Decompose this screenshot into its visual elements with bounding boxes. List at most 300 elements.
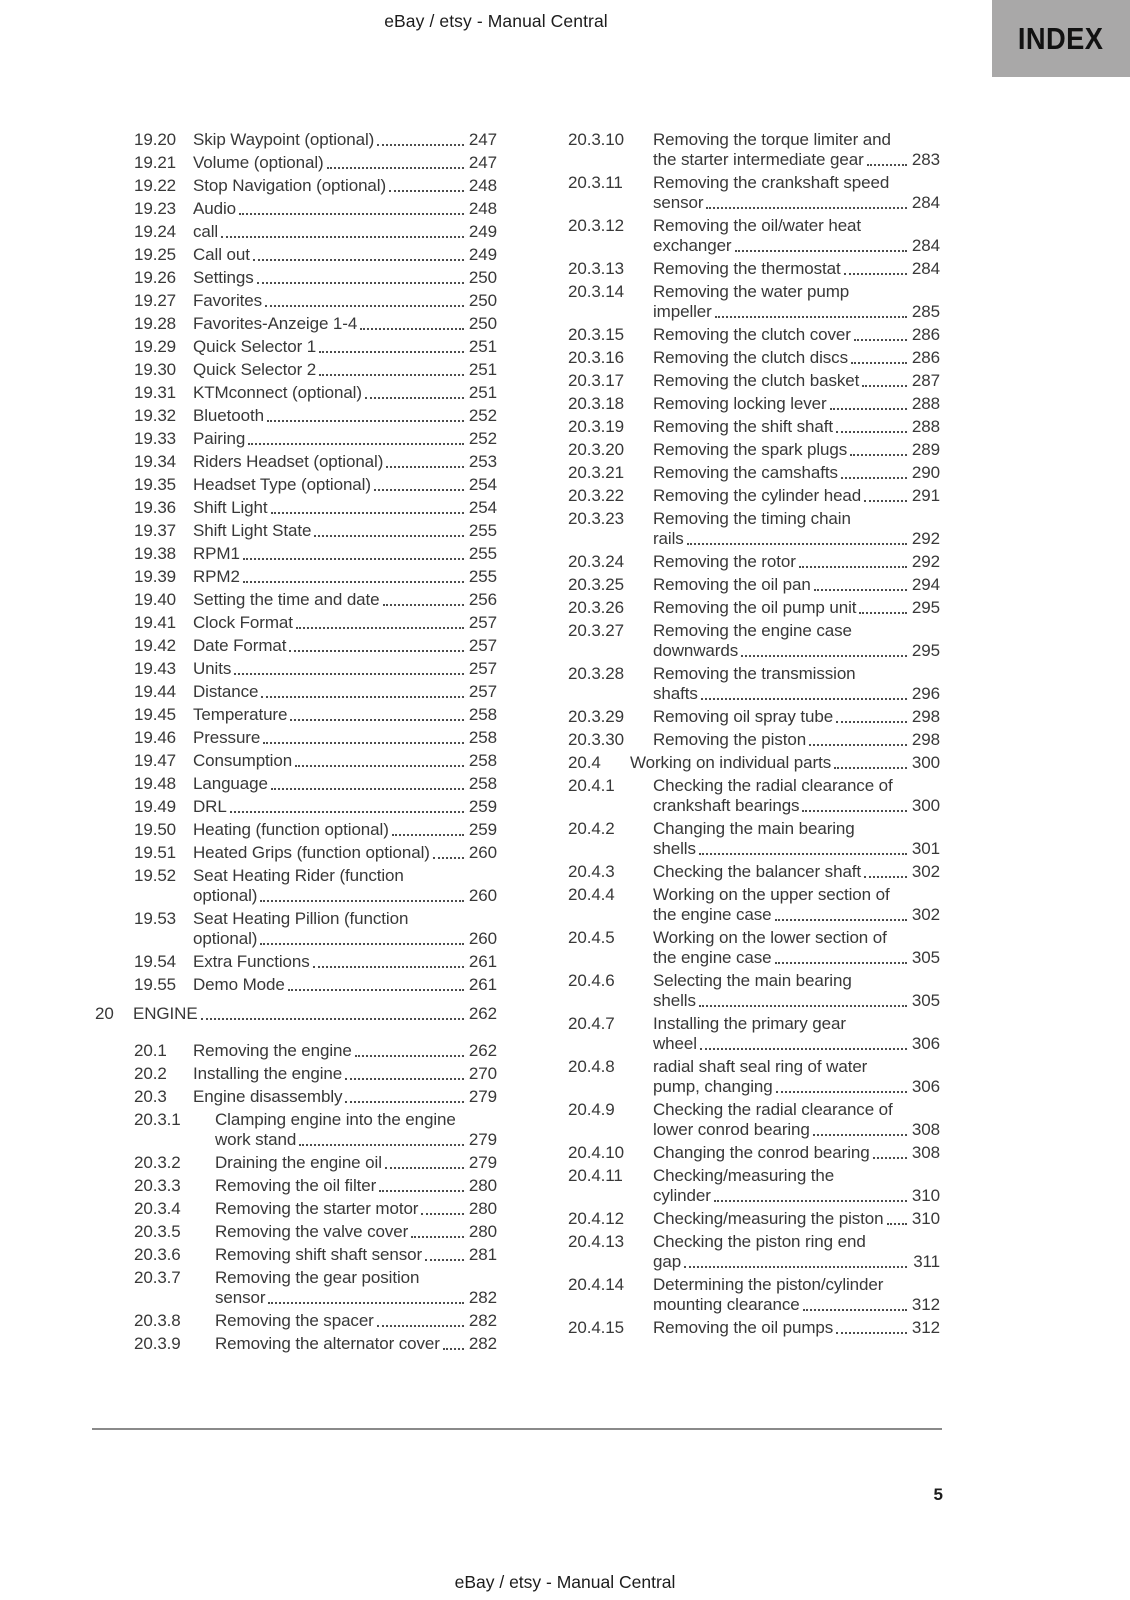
toc-entry-number: 19.48 [134, 774, 177, 793]
toc-entry-line [653, 1232, 940, 1252]
toc-entry-title: Removing the alternator cover [215, 1334, 440, 1353]
toc-entry-title: Determining the piston/cylinder [653, 1275, 884, 1294]
toc-entry-line [653, 991, 940, 1011]
dot-leader [257, 282, 464, 284]
toc-entry-body [193, 291, 497, 311]
toc-entry-line [193, 929, 497, 949]
toc-entry-page: 280 [468, 1176, 497, 1195]
toc-entry-body [193, 245, 497, 265]
toc-entry-line [193, 360, 497, 380]
dot-leader [230, 811, 464, 813]
toc-entry-page: 250 [468, 268, 497, 287]
toc-entry-number: 20.3.9 [134, 1334, 181, 1353]
toc-entry [568, 1014, 940, 1054]
toc-entry-line [193, 222, 497, 242]
toc-entry-title: Setting the time and date [193, 590, 380, 609]
toc-entry-number: 20.3.14 [568, 282, 625, 301]
header-title: eBay / etsy - Manual Central [384, 11, 608, 31]
dot-leader [776, 1091, 907, 1093]
toc-entry [568, 259, 940, 279]
toc-entry-body [653, 325, 940, 345]
toc-entry-title: the engine case [653, 905, 772, 924]
toc-entry-number: 20.4.13 [568, 1232, 625, 1251]
toc-entry-page: 286 [911, 348, 940, 367]
dot-leader [377, 144, 464, 146]
dot-leader [844, 273, 907, 275]
toc-entry-line [193, 797, 497, 817]
dot-leader [386, 466, 464, 468]
toc-entry-number: 19.29 [134, 337, 177, 356]
toc-entry-page: 247 [468, 130, 497, 149]
toc-entry [568, 173, 940, 213]
toc-entry [134, 498, 497, 518]
toc-entry-page: 311 [913, 1252, 940, 1271]
toc-entry-number: 19.22 [134, 176, 177, 195]
toc-entry-number: 20.3.8 [134, 1311, 181, 1330]
toc-entry-title: Removing the oil filter [215, 1176, 377, 1195]
toc-entry-title: pump, changing [653, 1077, 773, 1096]
dot-leader [327, 167, 464, 169]
toc-entry-number: 20.4.10 [568, 1143, 625, 1162]
toc-entry-body [215, 1311, 497, 1331]
dot-leader [425, 1259, 464, 1261]
toc-entry-title: shafts [653, 684, 698, 703]
toc-entry-page: 257 [468, 613, 497, 632]
toc-entry [134, 130, 497, 150]
toc-entry [134, 1311, 497, 1331]
toc-entry-page: 292 [911, 529, 940, 548]
dot-leader [873, 1157, 907, 1159]
toc-entry-body [653, 282, 940, 322]
toc-entry-line [653, 598, 940, 618]
toc-entry-title: Checking the radial clearance of [653, 1100, 893, 1119]
toc-entry-page: 260 [468, 886, 497, 905]
toc-entry-line [653, 971, 940, 991]
toc-entry-page: 255 [468, 567, 497, 586]
toc-entry-line [653, 1077, 940, 1097]
toc-entry-title: call [193, 222, 219, 241]
toc-entry-line [653, 885, 940, 905]
dot-leader [814, 589, 907, 591]
toc-entry-number: 20.3.22 [568, 486, 625, 505]
toc-entry-title: Removing the engine case [653, 621, 852, 640]
toc-entry-line [193, 452, 497, 472]
dot-leader [864, 500, 907, 502]
toc-entry-body [193, 452, 497, 472]
toc-entry-number: 19.52 [134, 866, 177, 885]
toc-entry-body [215, 1268, 497, 1308]
toc-entry-line [653, 575, 940, 595]
toc-entry-body [653, 862, 940, 882]
toc-entry-title: the starter intermediate gear [653, 150, 864, 169]
dot-leader [775, 962, 907, 964]
toc-entry-title: Removing shift shaft sensor [215, 1245, 423, 1264]
toc-entry-body [193, 797, 497, 817]
toc-entry-page: 257 [468, 682, 497, 701]
toc-entry-body [215, 1245, 497, 1265]
toc-entry-body [653, 1166, 940, 1206]
toc-entry-line [215, 1199, 497, 1219]
toc-entry-number: 20.4.4 [568, 885, 615, 904]
toc-entry-body [193, 1064, 497, 1084]
toc-entry-number: 19.55 [134, 975, 177, 994]
toc-entry-number: 20.3.11 [568, 173, 623, 192]
toc-entry-title: Removing the starter motor [215, 1199, 419, 1218]
toc-entry-line [193, 383, 497, 403]
toc-entry-body [193, 176, 497, 196]
toc-entry-page: 258 [468, 751, 497, 770]
toc-entry-line [193, 567, 497, 587]
toc-entry-page: 291 [911, 486, 940, 505]
toc-entry-title: exchanger [653, 236, 732, 255]
toc-entry [134, 429, 497, 449]
toc-entry-body [653, 598, 940, 618]
toc-entry-number: 20.4.12 [568, 1209, 625, 1228]
toc-entry-body [653, 1057, 940, 1097]
toc-entry-number: 19.35 [134, 475, 177, 494]
toc-entry-title: Removing the clutch basket [653, 371, 860, 390]
toc-entry [134, 268, 497, 288]
toc-entry-line [193, 820, 497, 840]
toc-entry-page: 312 [911, 1295, 940, 1314]
toc-entry-body [653, 417, 940, 437]
toc-entry [568, 1057, 940, 1097]
toc-entry-page: 306 [911, 1077, 940, 1096]
toc-entry-page: 260 [468, 843, 497, 862]
toc-entry-title: sensor [215, 1288, 266, 1307]
toc-entry [568, 1232, 940, 1272]
dot-leader [830, 408, 907, 410]
toc-entry-line [653, 236, 940, 256]
dot-leader [841, 477, 907, 479]
toc-entry-body [193, 909, 497, 949]
toc-entry-number: 19.30 [134, 360, 177, 379]
toc-entry-title: Distance [193, 682, 259, 701]
toc-entry-number: 19.34 [134, 452, 177, 471]
toc-entry-body [653, 971, 940, 1011]
toc-entry-body [653, 1209, 940, 1229]
toc-entry-title: Working on the upper section of [653, 885, 890, 904]
toc-entry-page: 255 [468, 521, 497, 540]
toc-entry-line [653, 150, 940, 170]
toc-entry-line [215, 1268, 497, 1288]
toc-entry-line [193, 544, 497, 564]
dot-leader [813, 1134, 907, 1136]
toc-entry-number: 19.39 [134, 567, 177, 586]
toc-entry-line [193, 153, 497, 173]
toc-entry-body [653, 1100, 940, 1140]
toc-entry-number: 20.4.5 [568, 928, 615, 947]
toc-entry-number: 20.3.19 [568, 417, 625, 436]
toc-entry-line [630, 753, 940, 773]
toc-entry [134, 1176, 497, 1196]
dot-leader [867, 164, 907, 166]
toc-entry-body [193, 544, 497, 564]
toc-entry [134, 797, 497, 817]
dot-leader [260, 943, 464, 945]
toc-entry-title: mounting clearance [653, 1295, 800, 1314]
dot-leader [836, 721, 907, 723]
toc-entry-title: Changing the conrod bearing [653, 1143, 870, 1162]
toc-entry-title: Removing the valve cover [215, 1222, 409, 1241]
toc-entry-body [193, 383, 497, 403]
toc-entry-number: 20.3.18 [568, 394, 625, 413]
toc-entry-line [653, 664, 940, 684]
toc-entry-title: Quick Selector 2 [193, 360, 317, 379]
toc-entry-title: Volume (optional) [193, 153, 324, 172]
dot-leader [253, 259, 464, 261]
toc-entry-title: Checking the radial clearance of [653, 776, 893, 795]
toc-entry-title: Clamping engine into the engine [215, 1110, 456, 1129]
dot-leader [221, 236, 464, 238]
dot-leader [385, 1167, 464, 1169]
toc-entry-line [215, 1130, 497, 1150]
toc-entry [134, 590, 497, 610]
dot-leader [365, 397, 464, 399]
dot-leader [261, 696, 464, 698]
toc-entry [568, 1209, 940, 1229]
toc-entry-body [653, 463, 940, 483]
toc-entry [134, 682, 497, 702]
toc-entry-title: ENGINE [133, 1004, 198, 1023]
toc-entry-line [653, 905, 940, 925]
toc-entry-body [193, 268, 497, 288]
toc-entry-body [653, 216, 940, 256]
toc-entry [134, 975, 497, 995]
toc-entry-line [653, 282, 940, 302]
toc-entry-number: 20.3.20 [568, 440, 625, 459]
toc-entry-page: 262 [468, 1041, 497, 1060]
toc-entry-body [193, 130, 497, 150]
toc-entry-page: 280 [468, 1222, 497, 1241]
toc-entry-number: 20.3.3 [134, 1176, 181, 1195]
dot-leader [314, 535, 464, 537]
dot-leader [862, 385, 907, 387]
toc-entry-line [653, 1166, 940, 1186]
toc-entry [134, 1268, 497, 1308]
toc-entry-line [193, 590, 497, 610]
toc-entry-body [193, 429, 497, 449]
toc-entry-line [193, 268, 497, 288]
index-tab-label: INDEX [1018, 20, 1104, 56]
toc-entry [568, 862, 940, 882]
toc-entry-page: 258 [468, 774, 497, 793]
dot-leader [699, 853, 907, 855]
toc-entry-title: Settings [193, 268, 254, 287]
toc-entry-title: lower conrod bearing [653, 1120, 810, 1139]
toc-entry-title: Removing the thermostat [653, 259, 841, 278]
toc-entry-page: 312 [911, 1318, 940, 1337]
toc-entry-number: 20.4.6 [568, 971, 615, 990]
toc-entry-title: Language [193, 774, 268, 793]
toc-entry [568, 575, 940, 595]
toc-entry-page: 257 [468, 636, 497, 655]
toc-entry-number: 19.40 [134, 590, 177, 609]
toc-entry-line [653, 1186, 940, 1206]
dot-leader [248, 443, 464, 445]
dot-leader [288, 989, 464, 991]
toc-entry-number: 19.24 [134, 222, 177, 241]
toc-entry-title: Riders Headset (optional) [193, 452, 384, 471]
toc-entry-line [653, 928, 940, 948]
toc-entry-line [653, 1318, 940, 1338]
dot-leader [360, 328, 464, 330]
toc-entry-number: 20.3.10 [568, 130, 625, 149]
dot-leader [295, 765, 464, 767]
toc-column-left [95, 130, 497, 1357]
toc-entry-title: Clock Format [193, 613, 293, 632]
toc-entry-body [193, 820, 497, 840]
dot-leader [289, 650, 464, 652]
toc-entry-title: Removing the camshafts [653, 463, 838, 482]
toc-entry-line [193, 751, 497, 771]
toc-entry-title: rails [653, 529, 684, 548]
toc-entry-title: Removing the clutch cover [653, 325, 851, 344]
dot-leader [201, 1018, 464, 1020]
toc-entry-line [193, 886, 497, 906]
toc-entry-page: 308 [911, 1120, 940, 1139]
toc-entry-page: 251 [468, 360, 497, 379]
toc-entry-body [653, 130, 940, 170]
toc-entry [134, 613, 497, 633]
dot-leader [443, 1348, 464, 1350]
toc-entry-title: Removing the oil pump unit [653, 598, 857, 617]
toc-entry-page: 295 [911, 641, 940, 660]
toc-entry-title: Favorites [193, 291, 263, 310]
toc-entry-line [193, 498, 497, 518]
toc-entry-body [193, 774, 497, 794]
toc-entry-title: work stand [215, 1130, 297, 1149]
dot-leader [313, 966, 464, 968]
toc-entry-number: 20.1 [134, 1041, 167, 1060]
toc-entry-line [215, 1176, 497, 1196]
toc-entry-page: 279 [468, 1087, 497, 1106]
toc-entry-title: Seat Heating Pillion (function [193, 909, 409, 928]
toc-entry [568, 707, 940, 727]
toc-entry-body [193, 659, 497, 679]
dot-leader [319, 374, 464, 376]
toc-entry [134, 866, 497, 906]
toc-entry-title: Removing the crankshaft speed [653, 173, 890, 192]
toc-entry-page: 257 [468, 659, 497, 678]
dot-leader [263, 742, 464, 744]
toc-column-right [568, 130, 940, 1341]
toc-entry-title: Removing oil spray tube [653, 707, 834, 726]
toc-entry-body [215, 1199, 497, 1219]
toc-entry-body [193, 406, 497, 426]
toc-entry-title: RPM2 [193, 567, 240, 586]
toc-entry-line [215, 1334, 497, 1354]
page-number: 5 [933, 1485, 943, 1504]
toc-entry-number: 20.4.3 [568, 862, 615, 881]
toc-entry-line [193, 314, 497, 334]
toc-entry-body [653, 776, 940, 816]
toc-entry [134, 659, 497, 679]
toc-entry [568, 130, 940, 170]
toc-entry-title: Stop Navigation (optional) [193, 176, 387, 195]
toc-entry-number: 20.4.1 [568, 776, 615, 795]
toc-entry-page: 305 [911, 948, 940, 967]
toc-entry-number: 20.4.11 [568, 1166, 623, 1185]
toc-entry-page: 256 [468, 590, 497, 609]
toc-entry-title: Quick Selector 1 [193, 337, 317, 356]
toc-entry-number: 19.23 [134, 199, 177, 218]
toc-entry-page: 287 [911, 371, 940, 390]
dot-leader [379, 1190, 464, 1192]
toc-entry-body [193, 567, 497, 587]
toc-entry-number: 19.33 [134, 429, 177, 448]
toc-entry-body [653, 1232, 940, 1272]
toc-entry-title: Heating (function optional) [193, 820, 389, 839]
toc-entry-page: 251 [468, 337, 497, 356]
toc-entry-number: 20.2 [134, 1064, 167, 1083]
toc-entry-line [193, 337, 497, 357]
toc-entry-line [653, 621, 940, 641]
toc-entry-title: cylinder [653, 1186, 711, 1205]
toc-entry [568, 348, 940, 368]
toc-entry-page: 248 [468, 199, 497, 218]
toc-entry-page: 260 [468, 929, 497, 948]
toc-entry-body [193, 843, 497, 863]
toc-entry-body [653, 1143, 940, 1163]
toc-entry-line [193, 659, 497, 679]
toc-entry-page: 282 [468, 1311, 497, 1330]
toc-entry-line [653, 463, 940, 483]
dot-leader [887, 1223, 907, 1225]
toc-entry-number: 19.25 [134, 245, 177, 264]
toc-entry-title: Headset Type (optional) [193, 475, 371, 494]
toc-entry-body [193, 153, 497, 173]
footer-title: eBay / etsy - Manual Central [454, 1572, 676, 1592]
toc-entry-page: 248 [468, 176, 497, 195]
toc-entry-line [653, 394, 940, 414]
toc-entry-line [653, 1034, 940, 1054]
toc-entry-title: Engine disassembly [193, 1087, 343, 1106]
toc-entry-body [133, 1004, 497, 1024]
toc-entry-title: downwards [653, 641, 739, 660]
toc-entry-line [215, 1153, 497, 1173]
toc-entry-number: 20.3.13 [568, 259, 625, 278]
toc-entry-body [653, 664, 940, 704]
toc-entry [568, 552, 940, 572]
toc-entry-number: 19.36 [134, 498, 177, 517]
toc-entry-line [193, 406, 497, 426]
toc-entry-line [653, 839, 940, 859]
toc-entry-page: 285 [911, 302, 940, 321]
toc-entry-number: 19.42 [134, 636, 177, 655]
toc-entry-title: Removing the clutch discs [653, 348, 848, 367]
toc-entry [568, 971, 940, 1011]
toc-entry-line [653, 819, 940, 839]
toc-entry [134, 521, 497, 541]
toc-entry-line [193, 199, 497, 219]
toc-entry-body [653, 730, 940, 750]
toc-entry-body [653, 575, 940, 595]
toc-entry [134, 751, 497, 771]
dot-leader [735, 250, 908, 252]
toc-entry-line [653, 1120, 940, 1140]
toc-entry-title: Call out [193, 245, 250, 264]
toc-entry-title: Removing the oil pan [653, 575, 811, 594]
toc-entry-line [133, 1004, 497, 1024]
toc-entry-title: Temperature [193, 705, 288, 724]
toc-entry-number: 20.3.15 [568, 325, 625, 344]
toc-entry-title: Favorites-Anzeige 1-4 [193, 314, 358, 333]
toc-entry-body [193, 222, 497, 242]
toc-entry-number: 19.27 [134, 291, 177, 310]
toc-entry-page: 258 [468, 705, 497, 724]
dot-leader [374, 489, 464, 491]
